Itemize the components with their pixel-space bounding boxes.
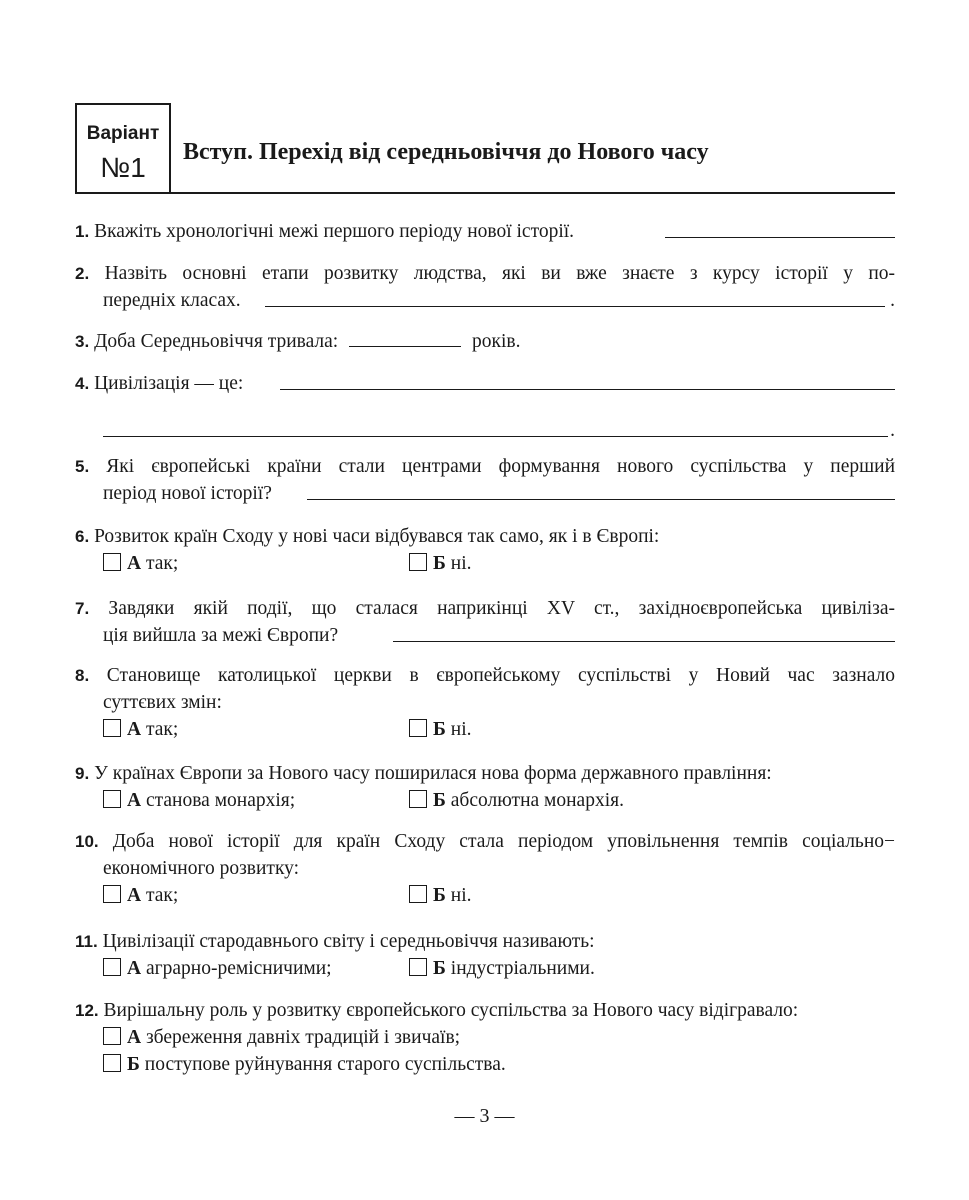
question-6 [75, 523, 895, 578]
question-number: 6. [75, 527, 90, 546]
option-b[interactable] [409, 787, 624, 814]
question-number: 3. [75, 332, 90, 351]
header-divider [75, 192, 895, 194]
variant-box [75, 103, 171, 194]
question-9 [75, 760, 895, 815]
option-b[interactable] [409, 550, 472, 577]
question-text: Які європейські країни стали центрами формування нового суспільства у перший [106, 456, 896, 477]
question-10 [75, 828, 895, 910]
page-title: Вступ. Перехід від середньовіччя до Нового часу [183, 139, 709, 165]
option-letter: Б [433, 719, 446, 740]
variant-label: Варіант [86, 123, 160, 144]
question-text: Становище католицької церкви в європейському суспільстві у Новий час зазнало [106, 665, 896, 686]
question-text-continued: ція вийшла за межі Європи? [103, 625, 339, 646]
option-b[interactable] [409, 955, 595, 982]
answer-options [75, 716, 895, 744]
question-number: 1. [75, 222, 90, 241]
option-letter: А [127, 1027, 142, 1048]
question-text: Цивілізація — це: [94, 373, 244, 394]
question-5 [75, 453, 895, 507]
option-text: індустріальними. [450, 958, 595, 979]
option-b[interactable] [409, 716, 472, 743]
question-text-continued: період нової історії? [103, 483, 272, 504]
question-number: 11. [75, 932, 98, 951]
question-text-continued: передніх класах. [103, 290, 241, 311]
question-text-suffix: років. [471, 331, 521, 352]
checkbox[interactable] [409, 553, 427, 571]
question-4 [75, 370, 895, 444]
checkbox[interactable] [409, 958, 427, 976]
option-letter: Б [433, 790, 446, 811]
option-text: абсолютна монархія. [450, 790, 624, 811]
option-letter: А [127, 719, 142, 740]
question-number: 10. [75, 832, 99, 851]
question-number: 8. [75, 666, 90, 685]
checkbox[interactable] [103, 790, 121, 808]
line-end-period: . [890, 420, 895, 441]
answer-option-row [75, 1024, 895, 1051]
answer-option-row [75, 1051, 895, 1078]
question-number: 7. [75, 599, 90, 618]
question-text: Вкажіть хронологічні межі першого періоду нової історії. [94, 221, 575, 242]
option-letter: А [127, 553, 142, 574]
checkbox[interactable] [409, 719, 427, 737]
checkbox[interactable] [103, 1027, 121, 1045]
checkbox[interactable] [103, 1054, 121, 1072]
question-3 [75, 328, 895, 355]
option-text: аграрно-ремісничими; [145, 958, 332, 979]
answer-line[interactable] [393, 641, 895, 642]
option-letter: Б [433, 885, 446, 906]
option-text: так; [145, 719, 179, 740]
question-12 [75, 997, 895, 1078]
question-1 [75, 218, 895, 245]
question-number: 4. [75, 374, 90, 393]
question-2 [75, 260, 895, 314]
page-number: — 3 — [454, 1105, 515, 1127]
answer-options [75, 787, 895, 815]
option-a[interactable] [103, 716, 178, 743]
question-text: Розвиток країн Сходу у нові часи відбувався так само, як і в Європі: [94, 526, 660, 547]
checkbox[interactable] [103, 553, 121, 571]
question-text: Назвіть основні етапи розвитку людства, які ви вже знаєте з курсу історії у по- [104, 263, 896, 284]
answer-line[interactable] [265, 306, 885, 307]
option-text: так; [145, 553, 179, 574]
checkbox[interactable] [409, 790, 427, 808]
option-text: ні. [450, 553, 472, 574]
option-b[interactable] [409, 882, 472, 909]
question-number: 12. [75, 1001, 99, 1020]
question-11 [75, 928, 895, 983]
checkbox[interactable] [103, 958, 121, 976]
checkbox[interactable] [103, 885, 121, 903]
answer-line[interactable] [665, 237, 895, 238]
option-a[interactable] [103, 550, 178, 577]
line-end-period: . [890, 290, 895, 311]
option-a[interactable] [103, 787, 295, 814]
answer-line[interactable] [307, 499, 895, 500]
question-8 [75, 662, 895, 744]
option-letter: А [127, 885, 142, 906]
answer-options [75, 882, 895, 910]
answer-options [75, 955, 895, 983]
option-text: збереження давніх традицій і звичаїв; [145, 1027, 461, 1048]
checkbox[interactable] [103, 719, 121, 737]
question-7 [75, 595, 895, 649]
question-number: 2. [75, 264, 90, 283]
option-b[interactable] [103, 1051, 506, 1078]
question-text: Завдяки якій події, що сталася наприкінці XV ст., західноєвропейська цивіліза- [108, 598, 895, 619]
question-text-continued: економічного розвитку: [103, 858, 300, 879]
option-a[interactable] [103, 1024, 460, 1051]
question-number: 5. [75, 457, 90, 476]
option-letter: Б [433, 958, 446, 979]
answer-options [75, 550, 895, 578]
variant-number: №1 [100, 152, 146, 183]
checkbox[interactable] [409, 885, 427, 903]
question-text: Цивілізації стародавнього світу і середньовіччя називають: [102, 931, 595, 952]
question-text: У країнах Європи за Нового часу поширилася нова форма державного правління: [94, 763, 772, 784]
question-text: Доба Середньовіччя тривала: [94, 331, 339, 352]
option-a[interactable] [103, 955, 332, 982]
option-text: ні. [450, 885, 472, 906]
option-letter: Б [127, 1054, 140, 1075]
question-text: Доба нової історії для країн Сходу стала періодом уповільнення темпів соціально− [112, 831, 895, 852]
question-text-continued: суттєвих змін: [103, 692, 222, 713]
option-letter: А [127, 790, 142, 811]
option-text: ні. [450, 719, 472, 740]
answer-blank[interactable] [349, 328, 461, 347]
option-letter: А [127, 958, 142, 979]
answer-line[interactable] [280, 389, 895, 390]
option-letter: Б [433, 553, 446, 574]
question-number: 9. [75, 764, 90, 783]
option-text: станова монархія; [145, 790, 296, 811]
option-text: так; [145, 885, 179, 906]
question-text: Вирішальну роль у розвитку європейського суспільства за Нового часу відігравало: [103, 1000, 799, 1021]
worksheet-header [75, 103, 895, 195]
option-text: поступове руйнування старого суспільства. [144, 1054, 506, 1075]
answer-line[interactable] [103, 436, 888, 437]
option-a[interactable] [103, 882, 178, 909]
